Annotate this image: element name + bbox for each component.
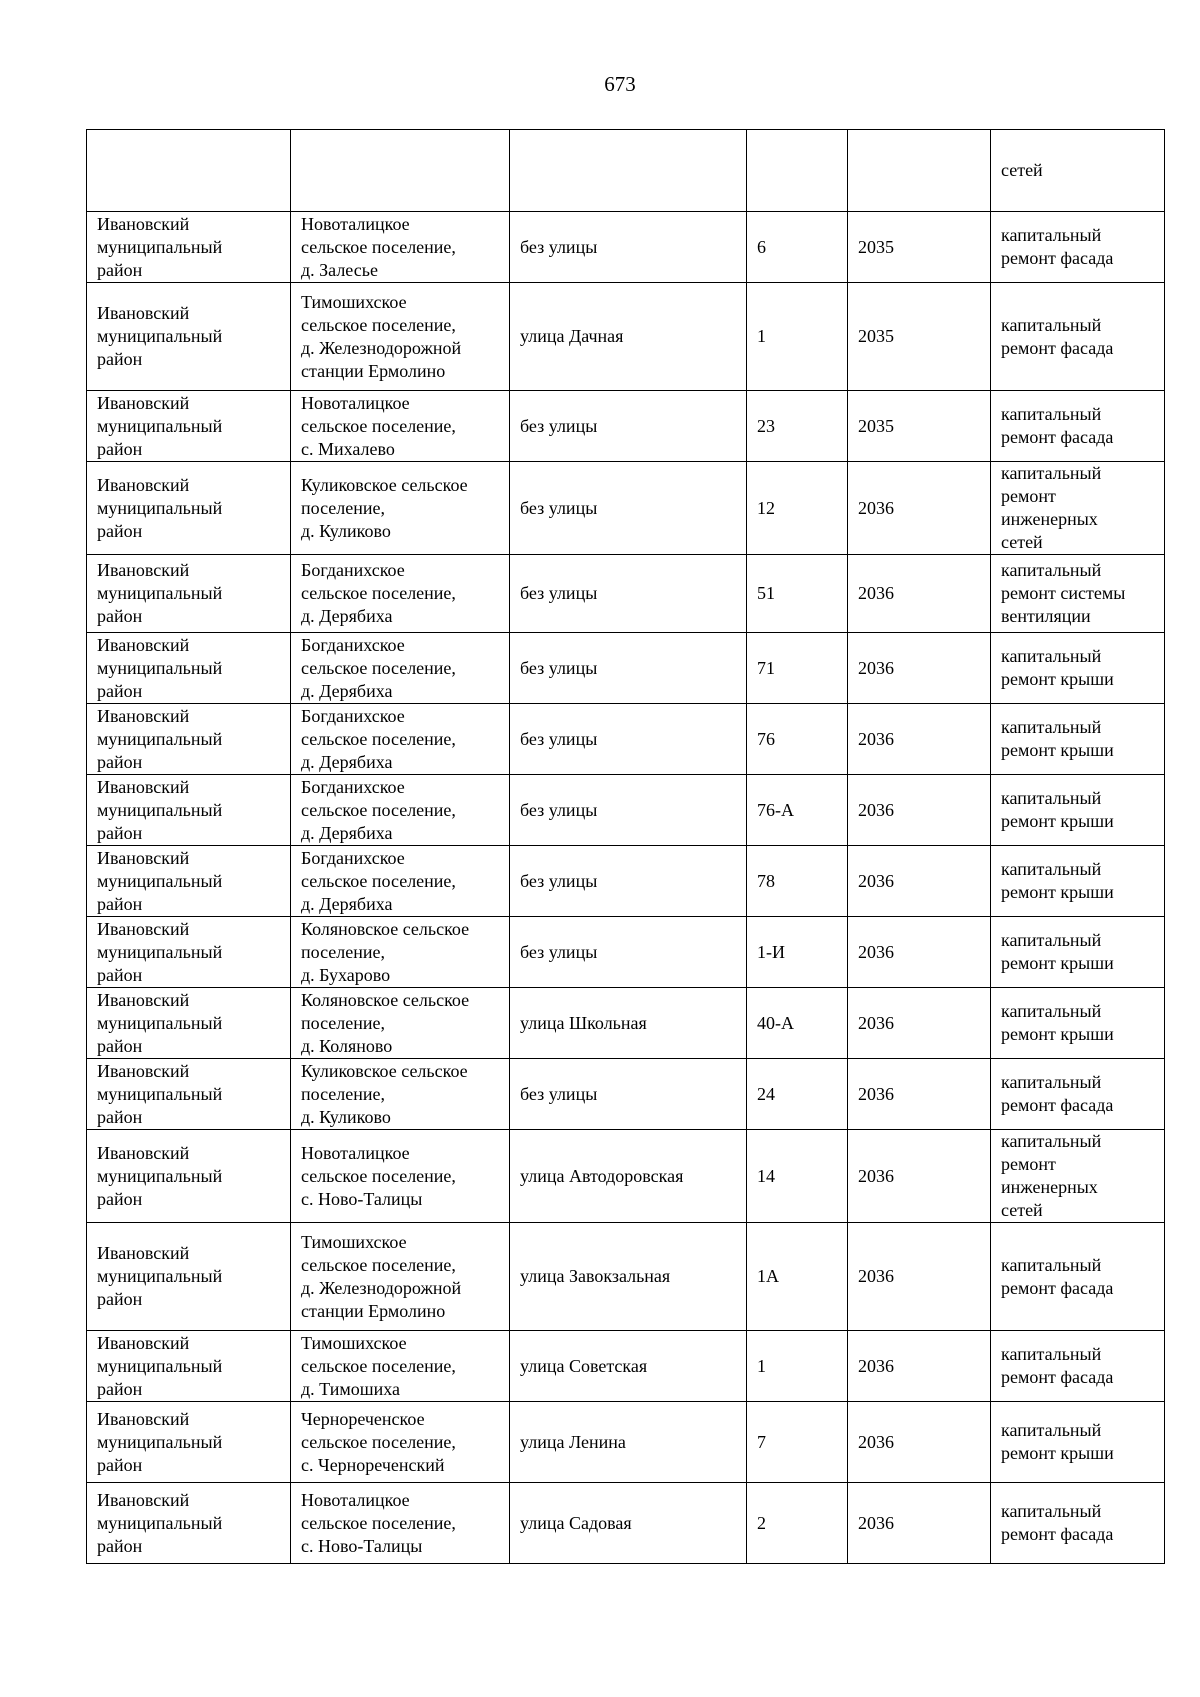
- district-cell: Ивановский муниципальный район: [87, 1223, 291, 1331]
- district-cell: Ивановский муниципальный район: [87, 1483, 291, 1564]
- house-cell: 2: [747, 1483, 848, 1564]
- house-cell: 71: [747, 633, 848, 704]
- settlement-cell: [291, 130, 510, 212]
- district-cell: [87, 130, 291, 212]
- table-row: [87, 555, 1165, 633]
- year-cell: 2036: [848, 1402, 991, 1483]
- work-cell: капитальный ремонт системы вентиляции: [991, 555, 1165, 633]
- table-row: [87, 1331, 1165, 1402]
- year-cell: [848, 130, 991, 212]
- work-cell: капитальный ремонт крыши: [991, 1402, 1165, 1483]
- house-cell: 14: [747, 1130, 848, 1223]
- street-cell: без улицы: [510, 775, 747, 846]
- settlement-cell: Богданихское сельское поселение, д. Дерябиха: [291, 633, 510, 704]
- year-cell: 2036: [848, 917, 991, 988]
- work-cell: капитальный ремонт крыши: [991, 917, 1165, 988]
- house-cell: 76: [747, 704, 848, 775]
- street-cell: без улицы: [510, 917, 747, 988]
- district-cell: Ивановский муниципальный район: [87, 555, 291, 633]
- settlement-cell: Богданихское сельское поселение, д. Дерябиха: [291, 775, 510, 846]
- table-row: [87, 846, 1165, 917]
- district-cell: Ивановский муниципальный район: [87, 1130, 291, 1223]
- street-cell: улица Автодоровская: [510, 1130, 747, 1223]
- house-cell: 1А: [747, 1223, 848, 1331]
- work-cell: сетей: [991, 130, 1165, 212]
- year-cell: 2036: [848, 775, 991, 846]
- street-cell: улица Завокзальная: [510, 1223, 747, 1331]
- year-cell: 2036: [848, 1130, 991, 1223]
- work-cell: капитальный ремонт фасада: [991, 283, 1165, 391]
- page-number: 673: [604, 72, 636, 96]
- table-row: [87, 462, 1165, 555]
- year-cell: 2036: [848, 1483, 991, 1564]
- street-cell: улица Дачная: [510, 283, 747, 391]
- table-row: [87, 1130, 1165, 1223]
- work-cell: капитальный ремонт инженерных сетей: [991, 462, 1165, 555]
- house-cell: 76-А: [747, 775, 848, 846]
- district-cell: Ивановский муниципальный район: [87, 1331, 291, 1402]
- year-cell: 2036: [848, 988, 991, 1059]
- table-row: [87, 633, 1165, 704]
- table-row: [87, 988, 1165, 1059]
- table-row: [87, 1402, 1165, 1483]
- settlement-cell: Тимошихское сельское поселение, д. Железнодорожной станции Ермолино: [291, 283, 510, 391]
- work-cell: капитальный ремонт фасада: [991, 391, 1165, 462]
- settlement-cell: Куликовское сельское поселение, д. Куликово: [291, 462, 510, 555]
- year-cell: 2036: [848, 462, 991, 555]
- district-cell: Ивановский муниципальный район: [87, 775, 291, 846]
- house-cell: 23: [747, 391, 848, 462]
- street-cell: улица Ленина: [510, 1402, 747, 1483]
- district-cell: Ивановский муниципальный район: [87, 846, 291, 917]
- table-body: [87, 130, 1165, 1564]
- table-row: [87, 1483, 1165, 1564]
- table-row: [87, 212, 1165, 283]
- house-cell: 78: [747, 846, 848, 917]
- work-cell: капитальный ремонт инженерных сетей: [991, 1130, 1165, 1223]
- settlement-cell: Богданихское сельское поселение, д. Дерябиха: [291, 555, 510, 633]
- year-cell: 2036: [848, 1331, 991, 1402]
- year-cell: 2036: [848, 846, 991, 917]
- street-cell: без улицы: [510, 212, 747, 283]
- work-cell: капитальный ремонт фасада: [991, 1223, 1165, 1331]
- district-cell: Ивановский муниципальный район: [87, 917, 291, 988]
- district-cell: Ивановский муниципальный район: [87, 704, 291, 775]
- house-cell: 1: [747, 1331, 848, 1402]
- house-cell: 51: [747, 555, 848, 633]
- work-cell: капитальный ремонт крыши: [991, 775, 1165, 846]
- year-cell: 2035: [848, 283, 991, 391]
- work-cell: капитальный ремонт фасада: [991, 212, 1165, 283]
- work-cell: капитальный ремонт фасада: [991, 1331, 1165, 1402]
- settlement-cell: Богданихское сельское поселение, д. Дерябиха: [291, 846, 510, 917]
- table-row: [87, 704, 1165, 775]
- table-row: [87, 1059, 1165, 1130]
- house-cell: 12: [747, 462, 848, 555]
- street-cell: без улицы: [510, 462, 747, 555]
- settlement-cell: Куликовское сельское поселение, д. Куликово: [291, 1059, 510, 1130]
- year-cell: 2036: [848, 1223, 991, 1331]
- work-cell: капитальный ремонт фасада: [991, 1483, 1165, 1564]
- house-cell: [747, 130, 848, 212]
- year-cell: 2035: [848, 391, 991, 462]
- work-cell: капитальный ремонт фасада: [991, 1059, 1165, 1130]
- work-cell: капитальный ремонт крыши: [991, 633, 1165, 704]
- repair-schedule-table: [86, 129, 1165, 1564]
- table-row: [87, 917, 1165, 988]
- district-cell: Ивановский муниципальный район: [87, 1402, 291, 1483]
- street-cell: улица Школьная: [510, 988, 747, 1059]
- work-cell: капитальный ремонт крыши: [991, 846, 1165, 917]
- street-cell: без улицы: [510, 846, 747, 917]
- settlement-cell: Коляновское сельское поселение, д. Бухарово: [291, 917, 510, 988]
- year-cell: 2036: [848, 633, 991, 704]
- settlement-cell: Новоталицкое сельское поселение, с. Ново-Талицы: [291, 1483, 510, 1564]
- house-cell: 1: [747, 283, 848, 391]
- settlement-cell: Новоталицкое сельское поселение, с. Михалево: [291, 391, 510, 462]
- street-cell: без улицы: [510, 1059, 747, 1130]
- district-cell: Ивановский муниципальный район: [87, 283, 291, 391]
- settlement-cell: Тимошихское сельское поселение, д. Железнодорожной станции Ермолино: [291, 1223, 510, 1331]
- settlement-cell: Новоталицкое сельское поселение, с. Ново-Талицы: [291, 1130, 510, 1223]
- year-cell: 2036: [848, 555, 991, 633]
- work-cell: капитальный ремонт крыши: [991, 704, 1165, 775]
- street-cell: без улицы: [510, 391, 747, 462]
- year-cell: 2036: [848, 1059, 991, 1130]
- settlement-cell: Новоталицкое сельское поселение, д. Залесье: [291, 212, 510, 283]
- settlement-cell: Коляновское сельское поселение, д. Коляново: [291, 988, 510, 1059]
- house-cell: 1-И: [747, 917, 848, 988]
- district-cell: Ивановский муниципальный район: [87, 212, 291, 283]
- street-cell: [510, 130, 747, 212]
- street-cell: без улицы: [510, 704, 747, 775]
- table-row: [87, 391, 1165, 462]
- house-cell: 40-А: [747, 988, 848, 1059]
- district-cell: Ивановский муниципальный район: [87, 391, 291, 462]
- settlement-cell: Тимошихское сельское поселение, д. Тимошиха: [291, 1331, 510, 1402]
- settlement-cell: Богданихское сельское поселение, д. Дерябиха: [291, 704, 510, 775]
- table-row: [87, 1223, 1165, 1331]
- house-cell: 24: [747, 1059, 848, 1130]
- continued-row: [87, 130, 1165, 212]
- street-cell: улица Советская: [510, 1331, 747, 1402]
- table-row: [87, 775, 1165, 846]
- year-cell: 2036: [848, 704, 991, 775]
- street-cell: улица Садовая: [510, 1483, 747, 1564]
- district-cell: Ивановский муниципальный район: [87, 988, 291, 1059]
- table-row: [87, 283, 1165, 391]
- district-cell: Ивановский муниципальный район: [87, 1059, 291, 1130]
- year-cell: 2035: [848, 212, 991, 283]
- district-cell: Ивановский муниципальный район: [87, 462, 291, 555]
- house-cell: 6: [747, 212, 848, 283]
- settlement-cell: Чернореченское сельское поселение, с. Чернореченский: [291, 1402, 510, 1483]
- house-cell: 7: [747, 1402, 848, 1483]
- street-cell: без улицы: [510, 555, 747, 633]
- street-cell: без улицы: [510, 633, 747, 704]
- work-cell: капитальный ремонт крыши: [991, 988, 1165, 1059]
- district-cell: Ивановский муниципальный район: [87, 633, 291, 704]
